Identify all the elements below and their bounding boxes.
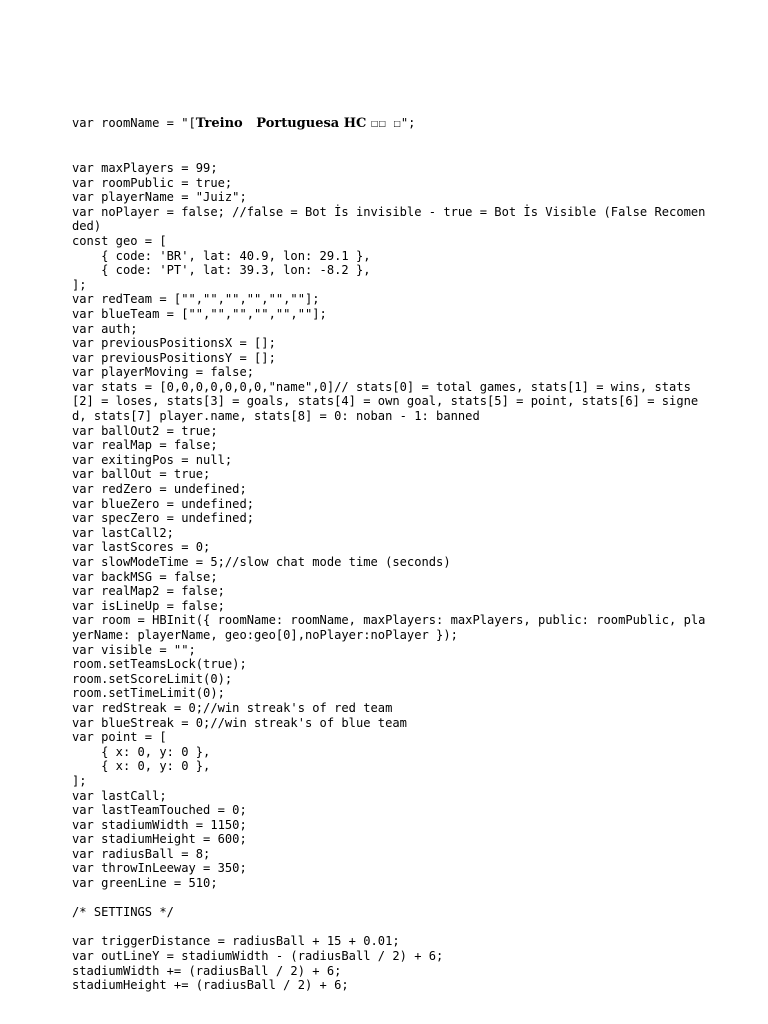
code-line: stadiumWidth += (radiusBall / 2) + 6; <box>72 963 342 978</box>
code-line: var visible = ""; <box>72 642 196 657</box>
room-name-title-glyph: T <box>195 116 205 132</box>
code-line: stadiumHeight += (radiusBall / 2) + 6; <box>72 978 349 993</box>
code-line: var previousPositionsX = []; <box>72 336 276 351</box>
room-name-title: reino Portuguesa HC <box>204 116 371 132</box>
code-line: var lastTeamTouched = 0; <box>72 803 247 818</box>
code-line: var throwInLeeway = 350; <box>72 861 247 876</box>
code-line: var previousPositionsY = []; <box>72 350 276 365</box>
code-line: var maxPlayers = 99; <box>72 160 218 175</box>
code-line: ]; <box>72 773 87 788</box>
code-line: { code: 'BR', lat: 40.9, lon: 29.1 }, <box>72 248 371 263</box>
code-line: var lastCall2; <box>72 525 174 540</box>
code-line: var outLineY = stadiumWidth - (radiusBall / 2) + 6; <box>72 949 444 964</box>
code-line: var noPlayer = false; //false = Bot İs invisible - true = Bot İs Visible (False Recomended) <box>72 204 706 234</box>
code-line: /* SETTINGS */ <box>72 905 174 920</box>
code-line: var stadiumHeight = 600; <box>72 832 247 847</box>
code-line: var lastScores = 0; <box>72 540 211 555</box>
code-line: var roomPublic = true; <box>72 175 233 190</box>
room-name-suffix: "; <box>400 116 416 131</box>
code-line <box>72 891 712 906</box>
code-line: var blueZero = undefined; <box>72 496 255 511</box>
code-line <box>72 920 712 935</box>
code-line: var ballOut = true; <box>72 467 211 482</box>
code-line: var specZero = undefined; <box>72 511 255 526</box>
code-line: room.setScoreLimit(0); <box>72 671 233 686</box>
code-line: var blueTeam = ["","","","","",""]; <box>72 306 327 321</box>
code-line: var redStreak = 0;//win streak's of red team <box>72 700 393 715</box>
code-line: var point = [ <box>72 730 167 745</box>
code-line: ]; <box>72 277 87 292</box>
code-line: { x: 0, y: 0 }, <box>72 759 211 774</box>
code-line: var room = HBInit({ roomName: roomName, maxPlayers: maxPlayers, public: roomPublic, playerName: playerName, geo:geo[0],noPlayer:noPlayer }); <box>72 613 706 642</box>
code-line: room.setTeamsLock(true); <box>72 657 247 672</box>
code-line: room.setTimeLimit(0); <box>72 686 225 701</box>
code-line-room-name <box>72 116 712 132</box>
code-line: var realMap2 = false; <box>72 584 225 599</box>
code-line: var redZero = undefined; <box>72 482 247 497</box>
code-line: var realMap = false; <box>72 438 218 453</box>
code-line: var lastCall; <box>72 788 167 803</box>
code-line: var redTeam = ["","","","","",""]; <box>72 292 320 307</box>
code-line: var triggerDistance = radiusBall + 15 + 0.01; <box>72 934 400 949</box>
missing-glyph-boxes: □□ <box>370 119 387 129</box>
code-line: var slowModeTime = 5;//slow chat mode time (seconds) <box>72 555 451 569</box>
code-line: var exitingPos = null; <box>72 452 233 467</box>
room-name-prefix: var roomName = "[ <box>72 116 196 131</box>
code-block <box>72 87 712 993</box>
missing-glyph-box: □ <box>393 119 401 129</box>
code-line: var stats = [0,0,0,0,0,0,0,"name",0]// stats[0] = total games, stats[1] = wins, stats[2] = loses, stats[3] = goals, stats[4] = own goal, stats[5] = point, stats[6] = signed, stats[7] player.name, stats[8] = 0: noban - 1: banned <box>72 379 699 424</box>
code-line: var greenLine = 510; <box>72 876 218 891</box>
code-line: { code: 'PT', lat: 39.3, lon: -8.2 }, <box>72 263 371 278</box>
code-line: var playerMoving = false; <box>72 365 255 380</box>
code-line: var ballOut2 = true; <box>72 423 218 438</box>
code-line: const geo = [ <box>72 233 167 248</box>
code-line: var backMSG = false; <box>72 569 218 584</box>
code-line: var playerName = "Juiz"; <box>72 190 247 205</box>
code-line: var isLineUp = false; <box>72 598 225 613</box>
code-line: var radiusBall = 8; <box>72 846 211 861</box>
code-line: var stadiumWidth = 1150; <box>72 817 247 832</box>
code-line: { x: 0, y: 0 }, <box>72 744 211 759</box>
code-line: var blueStreak = 0;//win streak's of blue team <box>72 715 407 730</box>
code-line: var auth; <box>72 321 138 336</box>
